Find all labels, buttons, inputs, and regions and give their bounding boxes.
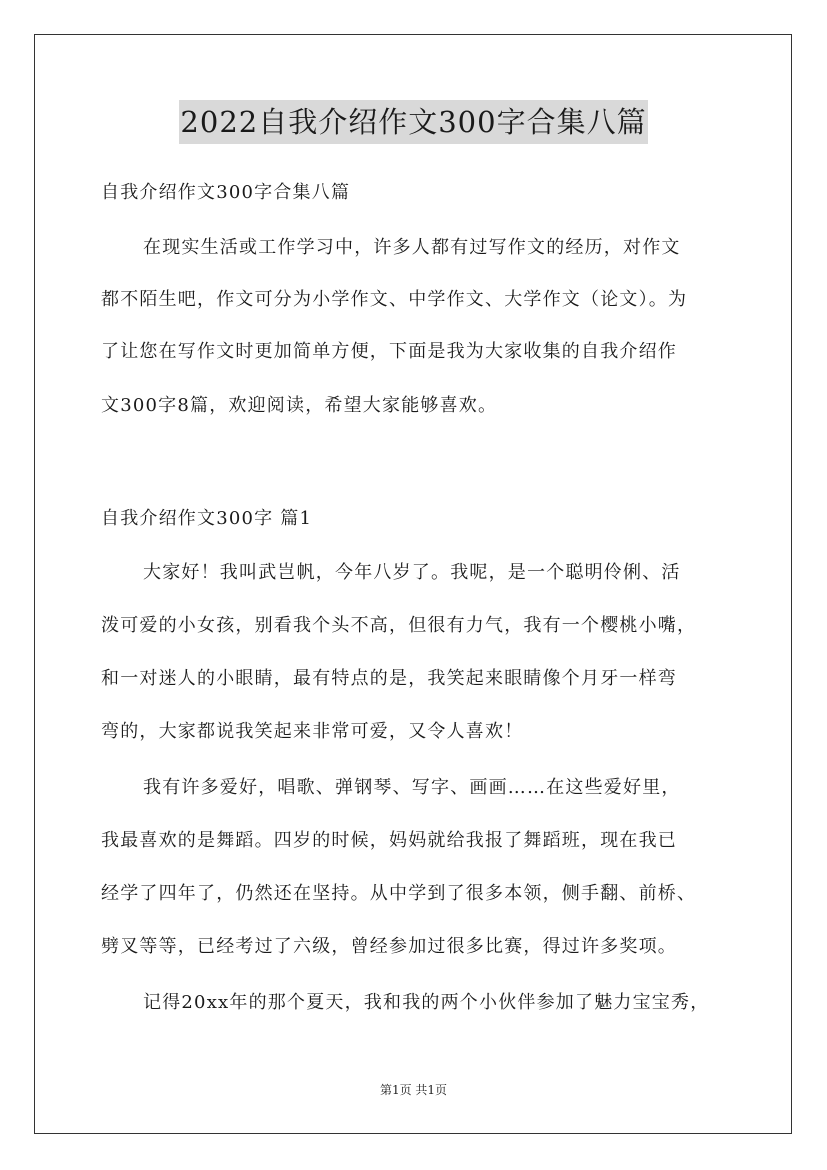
document-subtitle: 自我介绍作文300字合集八篇 xyxy=(101,182,351,203)
paragraph-line: 弯的，大家都说我笑起来非常可爱，又令人喜欢！ xyxy=(101,721,524,742)
intro-line: 了让您在写作文时更加简单方便，下面是我为大家收集的自我介绍作 xyxy=(101,341,677,362)
paragraph-line: 大家好！我叫武岂帆，今年八岁了。我呢，是一个聪明伶俐、活 xyxy=(143,562,681,583)
paragraph-line: 记得20xx年的那个夏天，我和我的两个小伙伴参加了魅力宝宝秀， xyxy=(143,992,710,1013)
document-title-text: 2022自我介绍作文300字合集八篇 xyxy=(179,100,647,144)
intro-line: 在现实生活或工作学习中，许多人都有过写作文的经历，对作文 xyxy=(143,237,681,258)
intro-line: 文300字8篇，欢迎阅读，希望大家能够喜欢。 xyxy=(101,395,498,416)
paragraph-line: 劈叉等等，已经考过了六级，曾经参加过很多比赛，得过许多奖项。 xyxy=(101,936,677,957)
document-title xyxy=(0,100,827,144)
paragraph-line: 泼可爱的小女孩，别看我个头不高，但很有力气，我有一个樱桃小嘴， xyxy=(101,615,697,636)
paragraph-line: 经学了四年了，仍然还在坚持。从中学到了很多本领，侧手翻、前桥、 xyxy=(101,883,697,904)
section-heading: 自我介绍作文300字 篇1 xyxy=(101,508,313,529)
paragraph-line: 我最喜欢的是舞蹈。四岁的时候，妈妈就给我报了舞蹈班，现在我已 xyxy=(101,830,677,851)
paragraph-line: 我有许多爱好，唱歌、弹钢琴、写字、画画……在这些爱好里， xyxy=(143,777,681,798)
page-footer: 第1页 共1页 xyxy=(379,1083,448,1097)
intro-line: 都不陌生吧，作文可分为小学作文、中学作文、大学作文（论文）。为 xyxy=(101,289,688,310)
paragraph-line: 和一对迷人的小眼睛，最有特点的是，我笑起来眼睛像个月牙一样弯 xyxy=(101,668,677,689)
